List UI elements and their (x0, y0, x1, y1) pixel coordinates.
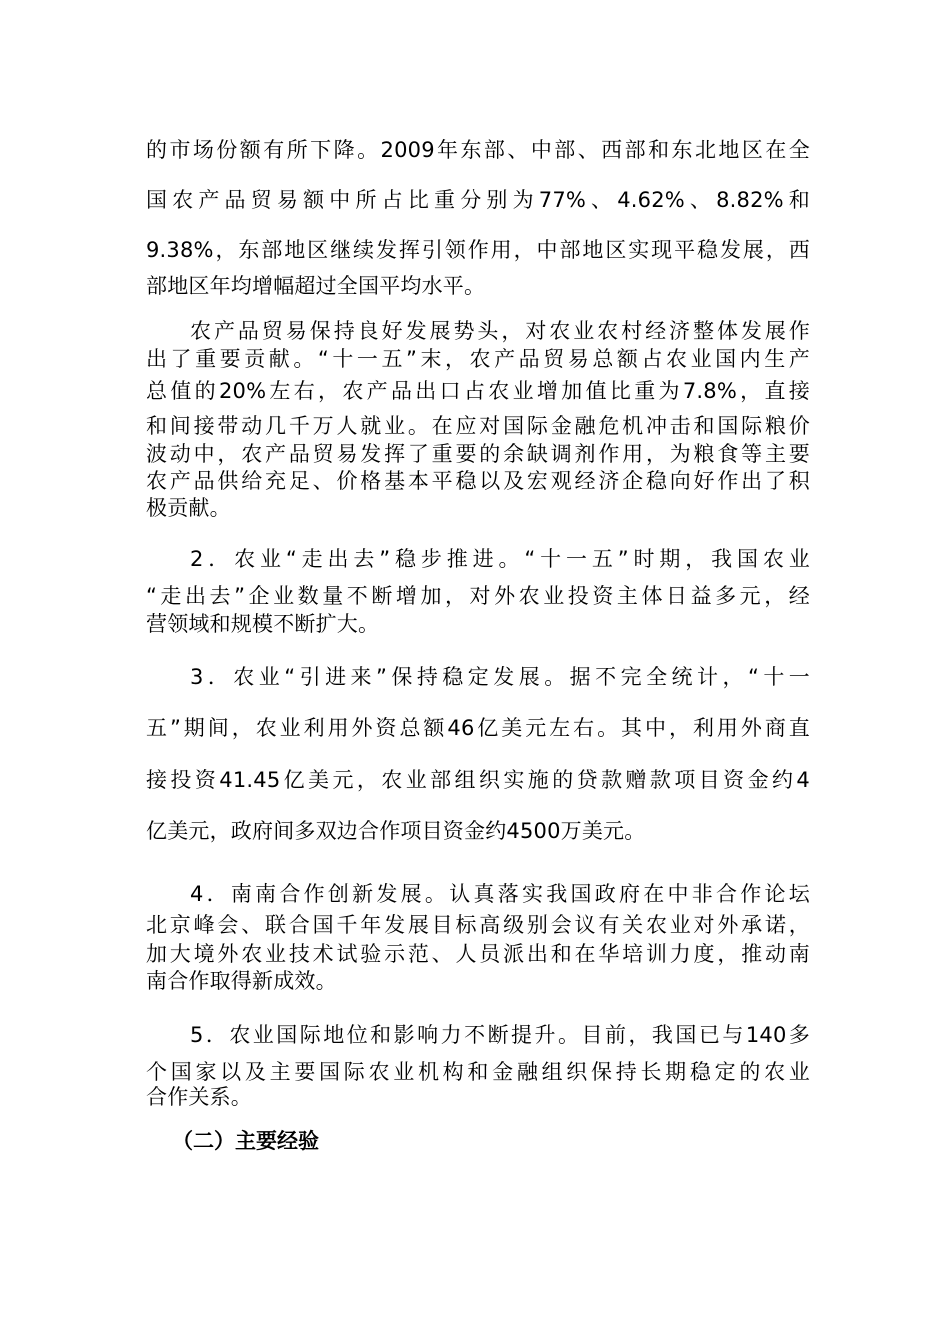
text-line: 极贡献。 (146, 496, 231, 520)
text-line: 加大境外农业技术试验示范、人员派出和在华培训力度，推动南 (146, 942, 810, 966)
text-line: 接投资41.45亿美元，农业部组织实施的贷款赠款项目资金约4 (146, 768, 810, 792)
text-line: 部地区年均增幅超过全国平均水平。 (146, 274, 486, 298)
section-heading: （二）主要经验 (172, 1129, 319, 1153)
text-line: 波动中，农产品贸易发挥了重要的余缺调剂作用，为粮食等主要 (146, 442, 810, 466)
text-line: 出了重要贡献。“十一五”末，农产品贸易总额占农业国内生产 (146, 347, 810, 371)
text-line: 3．农业“引进来”保持稳定发展。据不完全统计，“十一 (190, 665, 810, 689)
text-line: 和间接带动几千万人就业。在应对国际金融危机冲击和国际粮价 (146, 414, 810, 438)
text-line: 营领域和规模不断扩大。 (146, 612, 380, 636)
text-line: 2．农业“走出去”稳步推进。“十一五”时期，我国农业 (190, 547, 810, 571)
text-line: 个国家以及主要国际农业机构和金融组织保持长期稳定的农业 (146, 1060, 810, 1084)
text-line: “走出去”企业数量不断增加，对外农业投资主体日益多元，经 (146, 584, 810, 608)
text-line: 北京峰会、联合国千年发展目标高级别会议有关农业对外承诺， (146, 913, 810, 937)
text-line: 亿美元，政府间多双边合作项目资金约4500万美元。 (146, 819, 646, 843)
text-line: 5．农业国际地位和影响力不断提升。目前，我国已与140多 (190, 1023, 810, 1047)
text-line: 9.38%，东部地区继续发挥引领作用，中部地区实现平稳发展，西 (146, 238, 810, 262)
text-line: 国农产品贸易额中所占比重分别为77%、4.62%、8.82%和 (146, 188, 810, 212)
text-line: 总值的20%左右，农产品出口占农业增加值比重为7.8%，直接 (146, 379, 810, 403)
text-line: 的市场份额有所下降。2009年东部、中部、西部和东北地区在全 (146, 138, 810, 162)
text-line: 农产品供给充足、价格基本平稳以及宏观经济企稳向好作出了积 (146, 469, 810, 493)
text-line: 合作关系。 (146, 1085, 252, 1109)
text-line: 南合作取得新成效。 (146, 969, 337, 993)
text-line: 4．南南合作创新发展。认真落实我国政府在中非合作论坛 (190, 882, 810, 906)
text-line: 农产品贸易保持良好发展势头，对农业农村经济整体发展作 (190, 319, 810, 343)
text-line: 五”期间，农业利用外资总额46亿美元左右。其中，利用外商直 (146, 716, 810, 740)
